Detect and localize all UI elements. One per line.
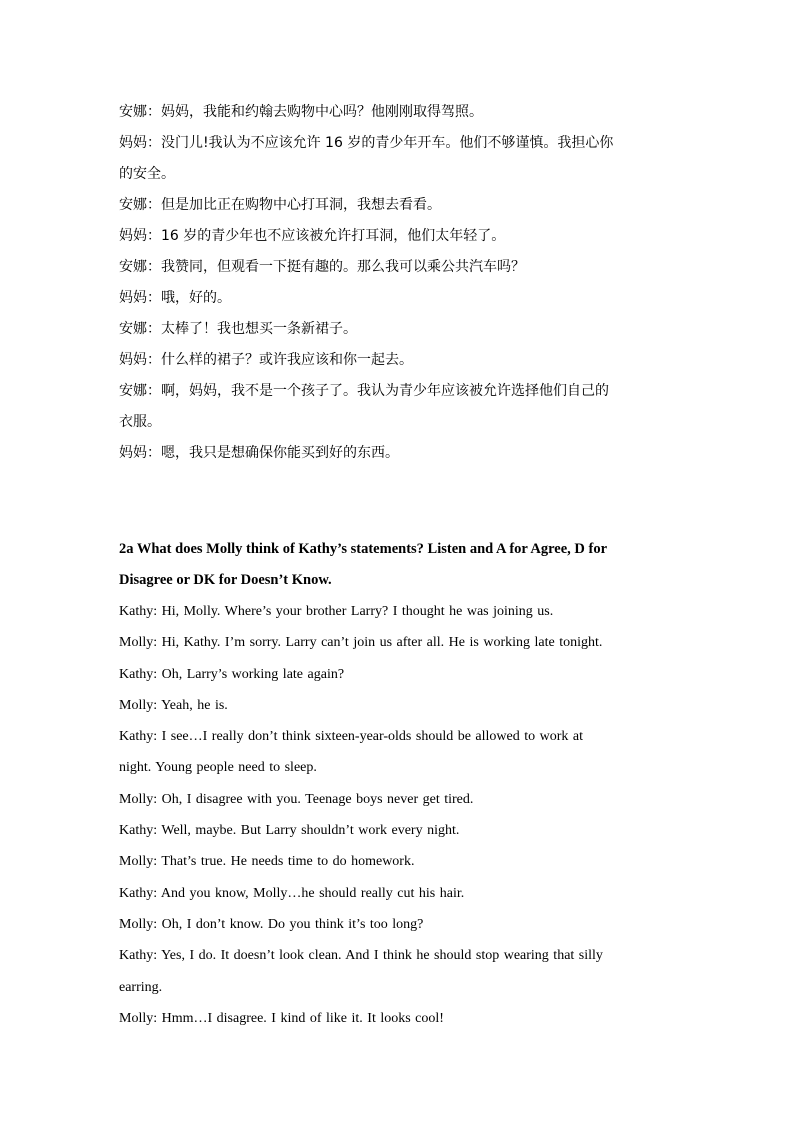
heading-line: 2a What does Molly think of Kathy’s statements? Listen and A for Agree, D for [119, 541, 608, 557]
dialogue-line: Kathy: And you know, Molly…he should really cut his hair. [119, 885, 465, 901]
dialogue-line: Molly: Oh, I disagree with you. Teenage boys never get tired. [119, 791, 474, 807]
dialogue-line: Molly: Hi, Kathy. I’m sorry. Larry can’t join us after all. He is working late tonight. [119, 635, 603, 651]
dialogue-line: Kathy: I see…I really don’t think sixteen-year-olds should be allowed to work at [119, 729, 584, 745]
chinese-translation-dialogue [119, 97, 689, 469]
dialogue-line: 妈妈：没门儿!我认为不应该允许 16 岁的青少年开车。他们不够谨慎。我担心你 [119, 135, 614, 151]
dialogue-line: Kathy: Well, maybe. But Larry shouldn’t work every night. [119, 823, 460, 839]
dialogue-line: earring. [119, 979, 163, 995]
dialogue-line: 妈妈：哦，好的。 [119, 290, 231, 306]
dialogue-line: Molly: Hmm…I disagree. I kind of like it. It looks cool! [119, 1010, 444, 1026]
dialogue-line: Molly: That’s true. He needs time to do homework. [119, 854, 415, 870]
dialogue-line: 安娜：啊，妈妈，我不是一个孩子了。我认为青少年应该被允许选择他们自己的 [119, 383, 609, 399]
dialogue-line: Kathy: Hi, Molly. Where’s your brother Larry? I thought he was joining us. [119, 604, 554, 619]
dialogue-line: 安娜：但是加比正在购物中心打耳洞，我想去看看。 [119, 197, 441, 213]
dialogue-line: 安娜：妈妈，我能和约翰去购物中心吗？他刚刚取得驾照。 [119, 104, 483, 120]
exercise-heading [119, 534, 689, 596]
dialogue-line: 妈妈：嗯，我只是想确保你能买到好的东西。 [119, 445, 399, 461]
dialogue-line: 妈妈：什么样的裙子？或许我应该和你一起去。 [119, 352, 413, 368]
dialogue-line: Kathy: Yes, I do. It doesn’t look clean. And I think he should stop wearing that silly [119, 948, 603, 964]
english-dialogue [119, 596, 689, 1034]
dialogue-line: 妈妈：16 岁的青少年也不应该被允许打耳洞，他们太年轻了。 [119, 228, 506, 244]
dialogue-line: Molly: Yeah, he is. [119, 697, 228, 713]
heading-line: Disagree or DK for Doesn’t Know. [119, 572, 332, 588]
dialogue-line: Kathy: Oh, Larry’s working late again? [119, 666, 345, 682]
exercise-2a [119, 534, 689, 1034]
dialogue-line: 安娜：太棒了！我也想买一条新裙子。 [119, 321, 357, 337]
dialogue-line: night. Young people need to sleep. [119, 760, 317, 776]
dialogue-line: 衣服。 [119, 414, 161, 430]
dialogue-line: 的安全。 [119, 166, 175, 182]
dialogue-line: 安娜：我赞同，但观看一下挺有趣的。那么我可以乘公共汽车吗？ [119, 259, 525, 275]
dialogue-line: Molly: Oh, I don’t know. Do you think it’s too long? [119, 916, 424, 932]
